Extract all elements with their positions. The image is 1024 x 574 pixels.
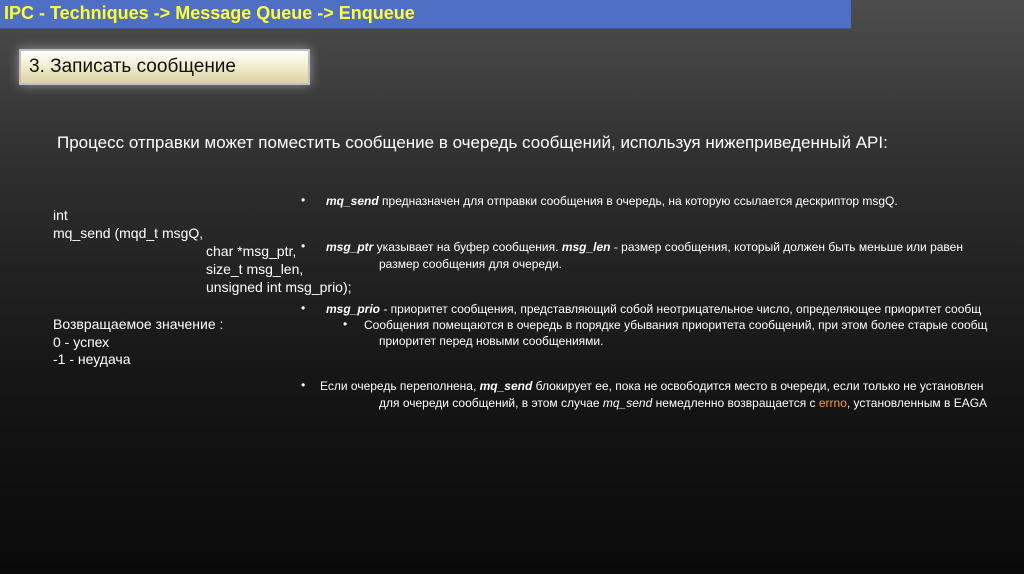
step-label-box bbox=[19, 49, 310, 85]
bullet-queue-full bbox=[320, 378, 984, 394]
bullet-marker: • bbox=[301, 301, 306, 315]
bullet-marker: • bbox=[301, 378, 306, 392]
bullet-mq-send bbox=[326, 193, 898, 209]
bullet-text: немедленно возвращается с bbox=[652, 396, 819, 410]
term-msg-prio: msg_prio bbox=[326, 302, 381, 316]
slide-title: IPC - Techniques -> Message Queue -> Enqueue bbox=[4, 3, 415, 23]
bullet-text: , установленным в EAGA bbox=[846, 396, 988, 410]
code-line: unsigned int msg_prio); bbox=[206, 279, 352, 295]
return-value: 0 - успех bbox=[53, 334, 110, 350]
term-msg-len: msg_len bbox=[561, 240, 611, 254]
bullet-marker: • bbox=[301, 193, 306, 207]
term-mq-send: mq_send bbox=[479, 379, 533, 393]
bullet-text: блокирует ее, пока не освободится место в очереди, если только не установлен bbox=[532, 379, 984, 393]
sub-bullet-text: Сообщения помещаются в очередь в порядке убывания приоритета сообщений, при этом более старые сообщ bbox=[364, 318, 988, 332]
bullet-text: - приоритет сообщения, представляющий собой неотрицательное число, определяющее приоритет сообщ bbox=[380, 302, 982, 316]
title-bar bbox=[0, 0, 851, 29]
return-label: Возвращаемое значение : bbox=[53, 316, 224, 332]
term-mq-send: mq_send bbox=[326, 194, 379, 208]
bullet-text: Если очередь переполнена, bbox=[320, 379, 480, 393]
bullet-text: указывает на буфер сообщения. bbox=[373, 240, 562, 254]
bullet-msg-prio bbox=[326, 301, 981, 317]
return-value: -1 - неудача bbox=[53, 351, 131, 367]
bullet-text: для очереди сообщений, в этом случае bbox=[379, 396, 603, 410]
step-label: 3. Записать сообщение bbox=[29, 56, 236, 77]
errno-text: errno bbox=[818, 396, 847, 410]
bullet-msg-ptr bbox=[326, 239, 963, 255]
bullet-continuation bbox=[379, 395, 987, 411]
code-line: char *msg_ptr, bbox=[206, 243, 297, 259]
bullet-text: - размер сообщения, который должен быть меньше или равен bbox=[610, 240, 963, 254]
bullet-text: предназначен для отправки сообщения в очередь, на которую ссылается дескриптор msgQ. bbox=[378, 194, 898, 208]
bullet-continuation: приоритет перед новыми сообщениями. bbox=[379, 334, 604, 348]
term-mq-send: mq_send bbox=[602, 396, 653, 410]
sub-bullet-marker: • bbox=[343, 317, 348, 331]
bullet-marker: • bbox=[301, 239, 306, 253]
code-line: int bbox=[53, 207, 68, 223]
bullet-continuation: размер сообщения для очереди. bbox=[379, 257, 562, 271]
term-msg-ptr: msg_ptr bbox=[326, 240, 374, 254]
code-line: size_t msg_len, bbox=[206, 261, 304, 277]
code-line: mq_send (mqd_t msgQ, bbox=[53, 225, 204, 241]
intro-text: Процесс отправки может поместить сообщение в очередь сообщений, используя нижеприведенный API: bbox=[57, 133, 888, 152]
